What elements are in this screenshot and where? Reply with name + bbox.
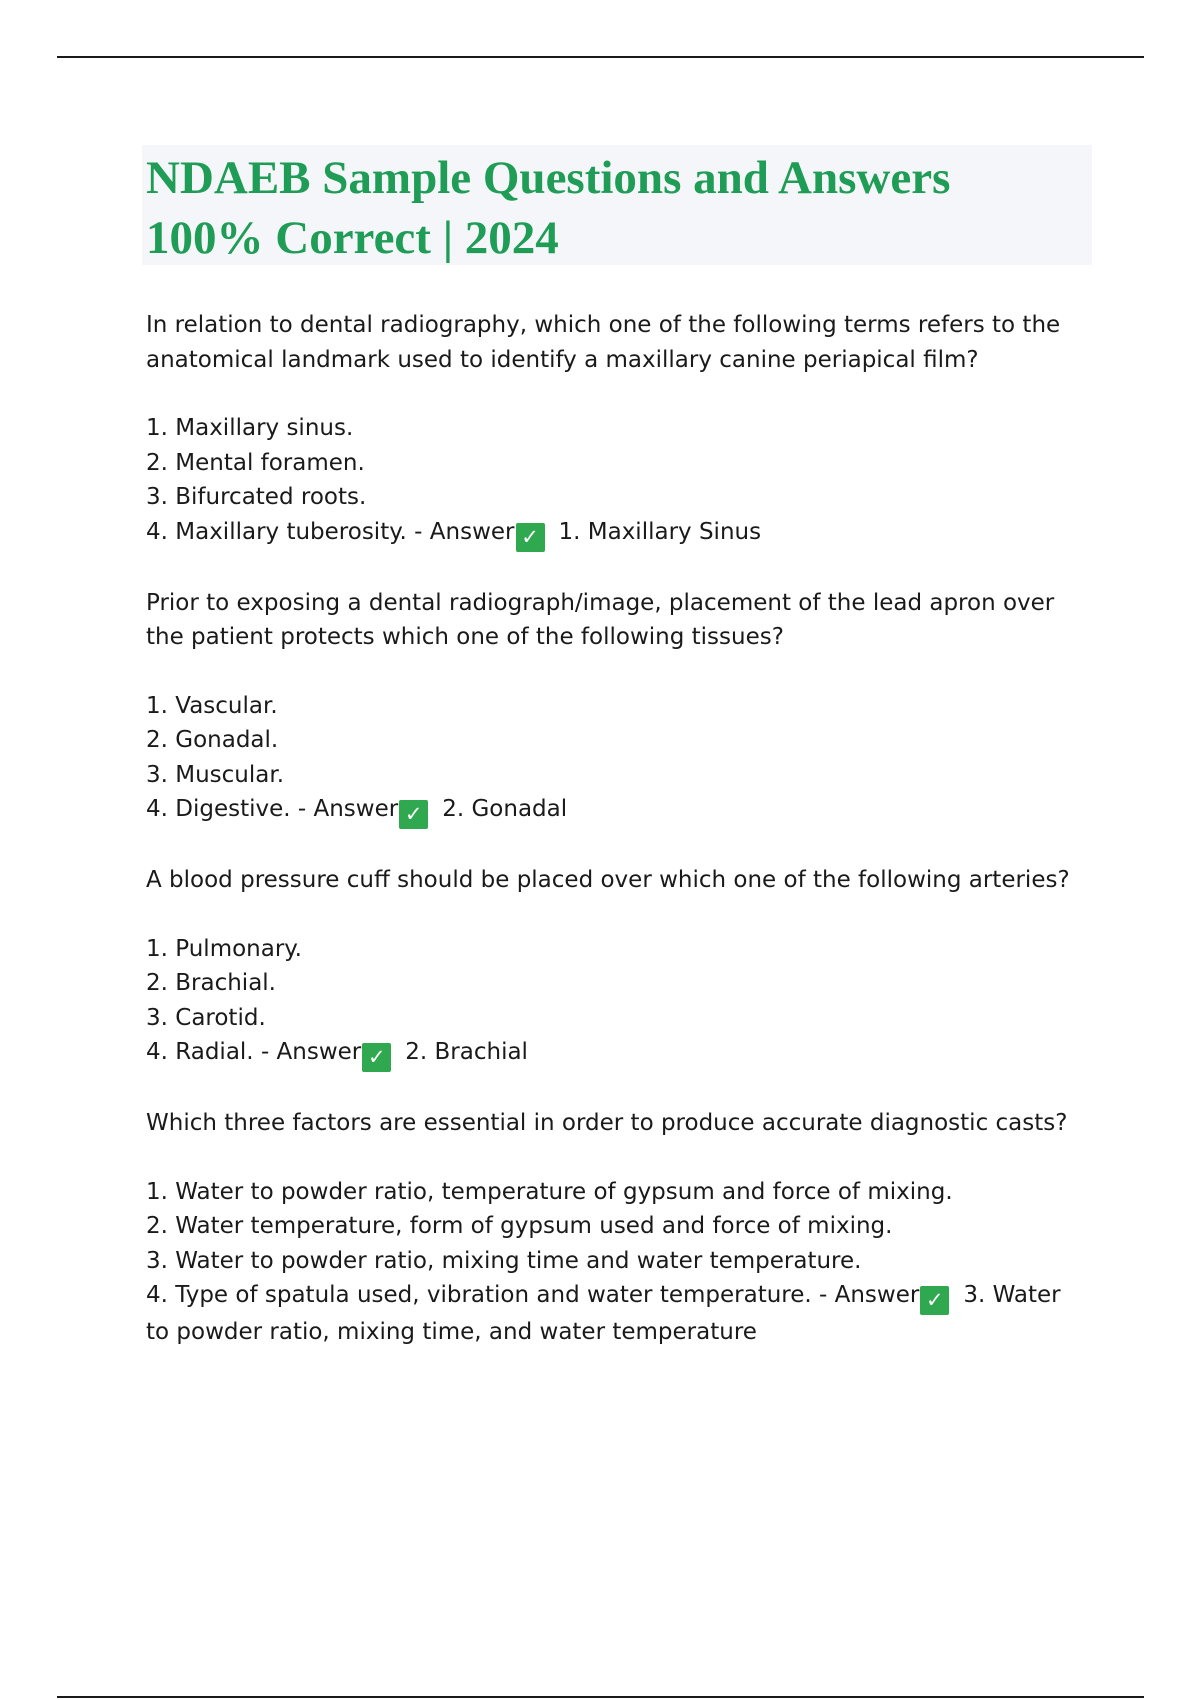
question-text: Which three factors are essential in order to produce accurate diagnostic casts? <box>146 1110 1068 1136</box>
option-item-last <box>146 1278 1076 1350</box>
question-text: A blood pressure cuff should be placed over which one of the following arteries? <box>146 867 1070 893</box>
option-item: 1. Maxillary sinus. <box>146 415 354 441</box>
option-list <box>146 932 1076 1073</box>
option-item: 3. Muscular. <box>146 761 285 788</box>
footer-rule <box>57 1696 1144 1698</box>
option-item: 3. Water to powder ratio, mixing time and water temperature. <box>146 1247 862 1274</box>
answer-marker: - Answer <box>260 1039 362 1065</box>
question-text: In relation to dental radiography, which one of the following terms refers to the anatomical landmark used to identify a maxillary canine periapical film? <box>146 312 1061 373</box>
option-item: 2. Brachial. <box>146 970 276 996</box>
option-item: 3. Bifurcated roots. <box>146 484 367 510</box>
question-text: Prior to exposing a dental radiograph/image, placement of the lead apron over the patient protects which one of the following tissues? <box>146 589 1055 650</box>
check-icon: ✓ <box>399 800 428 829</box>
option-list <box>146 689 1076 830</box>
answer-marker: - Answer <box>819 1282 920 1308</box>
question-list <box>146 308 1076 1350</box>
answer-marker: - Answer <box>297 796 399 822</box>
option-item: 1. Water to powder ratio, temperature of gypsum and force of mixing. <box>146 1178 953 1205</box>
check-icon: ✓ <box>362 1043 391 1072</box>
answer-marker: - Answer <box>414 518 515 545</box>
correct-answer: 2. Gonadal <box>442 796 568 822</box>
option-item-last <box>146 792 1076 829</box>
option-text: 4. Type of spatula used, vibration and water temperature. <box>146 1282 812 1308</box>
correct-answer: 3. Water to powder ratio, mixing time, and water temperature <box>146 1282 1061 1345</box>
option-item-last <box>146 1035 1076 1072</box>
page-title: NDAEB Sample Questions and Answers 100% Correct | 2024 <box>146 152 951 264</box>
option-text: 4. Radial. <box>146 1039 254 1065</box>
question-block <box>146 586 1076 830</box>
option-item: 3. Carotid. <box>146 1004 266 1031</box>
option-item: 1. Vascular. <box>146 692 278 719</box>
question-block <box>146 863 1076 1072</box>
option-item-last <box>146 515 1076 552</box>
check-icon: ✓ <box>920 1286 949 1315</box>
option-text: 4. Maxillary tuberosity. <box>146 518 407 545</box>
question-block <box>146 308 1076 552</box>
header-rule <box>57 56 1144 58</box>
option-text: 4. Digestive. <box>146 796 291 822</box>
correct-answer: 1. Maxillary Sinus <box>558 518 762 545</box>
check-icon: ✓ <box>516 523 545 552</box>
option-item: 1. Pulmonary. <box>146 935 302 962</box>
option-item: 2. Water temperature, form of gypsum used and force of mixing. <box>146 1213 893 1239</box>
option-item: 2. Gonadal. <box>146 727 279 753</box>
correct-answer: 2. Brachial <box>405 1039 528 1065</box>
option-list <box>146 411 1076 552</box>
option-item: 2. Mental foramen. <box>146 449 365 476</box>
question-block <box>146 1106 1076 1350</box>
option-list <box>146 1175 1076 1350</box>
